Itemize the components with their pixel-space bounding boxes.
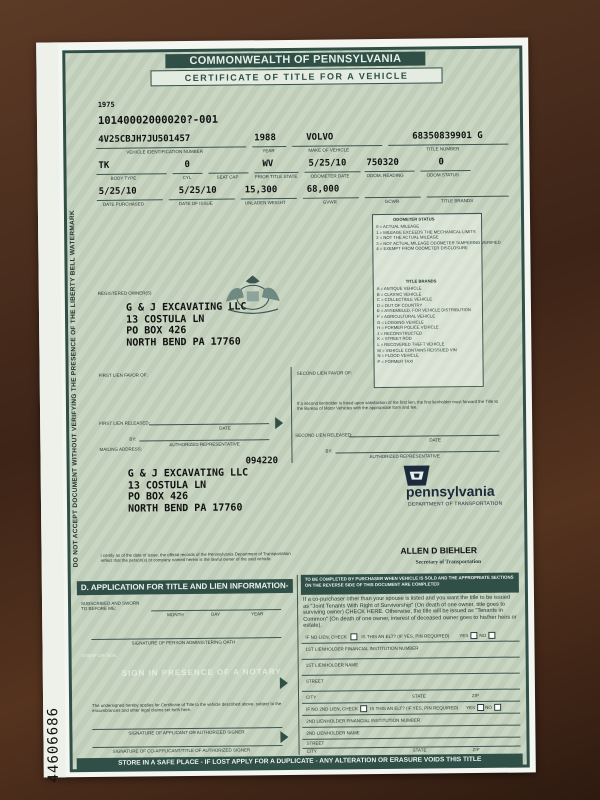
lienholder2-zip-label: ZIP (472, 746, 480, 753)
lienholder2-state-label: STATE (412, 747, 427, 753)
certification-text: I certify as of the date of issue, the official records of the Pennsylvania Department of Transportation reflect that the person(s) or company named herein is the lawful owner of the said vehicle. (100, 550, 291, 564)
gcwr-label: GCWR (384, 198, 400, 204)
signature-admin-label: SIGNATURE OF PERSON ADMINISTERING OATH (131, 639, 236, 646)
title-brand-item: E = ASSEMBLED, FOR VEHICLE DISTRIBUTION (376, 307, 471, 314)
vin-label: VEHICLE IDENTIFICATION NUMBER (126, 148, 204, 155)
certificate-of-title-form (62, 46, 530, 773)
odometer-reading-label: ODOM. READING (366, 172, 404, 179)
odometer-status-item: 2 = NOT THE ACTUAL MILEAGE (376, 234, 439, 241)
year-label: YEAR (262, 148, 275, 154)
lienholder2-city-label: CITY (306, 748, 317, 754)
prior-state-label: PRIOR TITLE STATE (254, 173, 298, 180)
no-second-lien-check-label: IF NO 2ND LIEN, CHECK (306, 706, 358, 712)
mailing-address-line: G & J EXCAVATING LLC (127, 467, 249, 480)
lienholder1-name-label: 1ST LIENHOLDER NAME (305, 662, 359, 668)
odometer-status-title: ODOMETER STATUS (393, 216, 435, 222)
elt-no-checkbox-1[interactable] (488, 632, 495, 639)
odometer-status-label: ODOM STATUS (426, 172, 459, 178)
title-brands-list (377, 285, 472, 364)
odometer-status-value: 0 (438, 157, 444, 168)
applicant-signature-label: SIGNATURE OF APPLICANT OR AUTHORIZED SIGNER (128, 729, 245, 736)
title-brand-item: F = AGRICULTURAL VEHICLE (377, 313, 436, 320)
elt-question-1: IS THIS AN ELT? (IF YES, PIN REQUIRED) (361, 633, 450, 640)
second-lien-date-label: DATE (429, 437, 442, 443)
owner-address-line: PO BOX 426 (126, 325, 187, 337)
unladen-weight-label: UNLADEN WEIGHT (244, 199, 286, 206)
arrow-right-icon (280, 731, 288, 743)
penndot-wordmark: pennsylvania (405, 482, 495, 500)
header-certificate-title: CERTIFICATE OF TITLE FOR A VEHICLE (150, 67, 442, 86)
title-brand-item: B = CLASSIC VEHICLE (376, 291, 422, 297)
title-brand-item: M = VEHICLE CONTAINS REISSUED VIN (377, 346, 457, 353)
date-purchased-value: 5/25/10 (98, 186, 137, 197)
title-document-paper (36, 37, 536, 783)
registered-owner-block (126, 301, 247, 348)
mailing-address-line: PO BOX 426 (127, 491, 189, 503)
title-brand-item: D = OUT OF COUNTRY (376, 302, 423, 308)
cyl-value: 0 (184, 159, 190, 171)
lienholder1-city-label: CITY (306, 694, 317, 700)
date-of-issue-label: DATE OF ISSUE (178, 200, 213, 207)
first-lien-by-label: BY: (129, 436, 137, 442)
first-lien-date-label: DATE (219, 425, 231, 431)
first-lien-favor-label: FIRST LIEN FAVOR OF: (98, 372, 148, 378)
title-brands-title: TITLE BRANDS (405, 278, 437, 284)
header-commonwealth: COMMONWEALTH OF PENNSYLVANIA (165, 52, 425, 69)
title-brand-item: C = COLLECTIBLE VEHICLE (376, 296, 433, 303)
second-lien-note: If a second lienholder is listed upon satisfaction of the first lien, the first lienholder must forward the Title to the Bureau of Motor Vehicles with the appropriate form and fee. (296, 398, 499, 412)
odometer-status-item: 4 = EXEMPT FROM ODOMETER DISCLOSURE (376, 245, 468, 252)
penndot-department-name: DEPARTMENT OF TRANSPORTATION (407, 500, 503, 508)
odometer-date-label: ODOMETER DATE (310, 173, 350, 179)
date-purchased-label: DATE PURCHASED (102, 201, 145, 207)
purchaser-section-header: TO BE COMPLETED BY PURCHASER WHEN VEHICLE IS SOLD AND THE APPROPRIATE SECTIONS ON THE REVERSE SIDE OF THIS DOCUMENT ARE COMPLETED (301, 573, 519, 595)
day-label: DAY (211, 611, 221, 617)
odometer-status-item: 3 = NOT ACTUAL MILEAGE ODOMETER TAMPERING VERIFIED (376, 239, 501, 246)
vin-value: 4V25CBJH7JU501457 (98, 133, 191, 145)
odometer-status-item: 1 = MILEAGE EXCEEDS THE MECHANICAL LIMITS (376, 228, 476, 235)
lienholder1-state-label: STATE (412, 693, 426, 699)
lienholder2-name-label: 2ND LIENHOLDER NAME (306, 730, 360, 736)
elt-no-label-2: NO (485, 704, 492, 710)
mailing-address-label: MAILING ADDRESS: (99, 446, 142, 452)
title-brand-item: J = RECONSTRUCTED (377, 330, 423, 336)
footer-warning-bar: STORE IN A SAFE PLACE - IF LOST APPLY FOR A DUPLICATE - ANY ALTERATION OR ERASURE VOIDS THIS TITLE (77, 754, 523, 771)
title-brand-item: P = FORMER TAXI (377, 358, 414, 364)
gvwr-value: 68,000 (306, 184, 340, 195)
elt-no-label-1: NO (479, 632, 487, 638)
small-code: 1975 (97, 100, 115, 109)
title-brand-item: H = FORMER POLICE VEHICLE (377, 324, 439, 331)
unladen-weight-value: 15,300 (244, 185, 278, 196)
year-value: 1988 (254, 133, 276, 144)
second-lien-released-label: SECOND LIEN RELEASED: (295, 432, 353, 438)
no-second-lien-checkbox[interactable] (360, 705, 367, 712)
title-brand-item: G = LOGGING VEHICLE (377, 319, 424, 325)
second-lien-by-label: BY: (325, 448, 333, 454)
make-value: VOLVO (306, 132, 334, 143)
registered-owner-label: REGISTERED OWNER(S) (97, 290, 152, 296)
no-lien-checkbox[interactable] (350, 633, 357, 640)
title-brands-label: TITLE BRANDS (440, 198, 474, 204)
title-number-label: TITLE NUMBER (426, 146, 460, 152)
elt-yes-label-1: YES (459, 633, 469, 639)
elt-no-checkbox-2[interactable] (494, 704, 501, 711)
second-lien-authorized-label: AUTHORIZED REPRESENTATIVE (369, 453, 440, 460)
mailing-address-block (128, 467, 249, 514)
mailing-code: 094220 (245, 456, 279, 467)
body-type-value: TK (98, 160, 110, 171)
cyl-label: CYL (182, 174, 192, 181)
odometer-status-item: 0 = ACTUAL MILEAGE (376, 223, 420, 230)
title-brand-item: K = STREET ROD (377, 336, 412, 342)
lienholder1-fin-label: 1ST LIENHOLDER FINANCIAL INSTITUTION NUMBER (305, 645, 419, 652)
subscribed-sworn-label: SUBSCRIBED AND SWORN TO BEFORE ME: (81, 600, 140, 612)
arrow-right-icon (280, 677, 288, 689)
document-number: 10140002000020?-001 (97, 113, 219, 127)
lienholder1-street-label: STREET (305, 678, 324, 684)
title-number-value: 68350839901 G (412, 130, 483, 142)
no-lien-check-label: IF NO LIEN, CHECK (305, 634, 347, 640)
first-lien-authorized-label: AUTHORIZED REPRESENTATIVE (169, 441, 240, 448)
title-brand-item: L = RECOVERED THEFT VEHICLE (377, 341, 445, 347)
owner-address-line: NORTH BEND PA 17760 (126, 335, 241, 349)
section-d-header: D. APPLICATION FOR TITLE AND LIEN INFORMATION- (77, 579, 293, 595)
title-brand-item: A = ANTIQUE VEHICLE (376, 285, 422, 292)
stamp-or-seal-label: STAMP OR SEAL (81, 652, 118, 659)
odometer-status-list (376, 223, 501, 252)
month-label: MONTH (167, 612, 184, 618)
gvwr-label: GVWR (322, 199, 337, 205)
notary-watermark: SIGN IN PRESENCE OF A NOTARY (121, 667, 282, 678)
watermark-warning-text: DO NOT ACCEPT DOCUMENT WITHOUT VERIFYING THE PRESENCE OF THE LIBERTY BELL WATERMARK (68, 209, 80, 567)
arrow-right-icon (275, 417, 283, 429)
odometer-date-value: 5/25/10 (308, 158, 347, 169)
secretary-title: Secretary of Transportation (415, 558, 482, 566)
year-label-d: YEAR (251, 611, 264, 617)
elt-yes-label-2: YES (466, 705, 476, 711)
elt-yes-checkbox-2[interactable] (477, 704, 484, 711)
applicant-statement: The undersigned hereby applies for Certificate of Title to the vehicle described above, subject to the encumbrances and other legal claims set forth here. (92, 701, 282, 714)
body-type-label: BODY TYPE (110, 175, 137, 181)
mailing-address-line: NORTH BEND PA 17760 (127, 501, 243, 515)
date-of-issue-value: 5/25/10 (178, 185, 217, 197)
odometer-status-box (372, 213, 501, 388)
coapplicant-signature-label: SIGNATURE OF CO-APPLICANT/TITLE OF AUTHORIZED SIGNER (112, 747, 251, 754)
owner-address-line: 13 COSTULA LN (126, 313, 205, 326)
second-lien-favor-label: SECOND LIEN FAVOR OF: (296, 370, 353, 376)
lienholder2-street-label: STREET (306, 740, 325, 746)
prior-state-value: WV (262, 159, 274, 170)
title-brand-item: N = FLOOD VEHICLE (377, 352, 419, 359)
elt-question-2: IS THIS AN ELT? (IF YES, PIN REQUIRED) (370, 705, 459, 712)
seat-cap-label: SEAT CAP (216, 174, 239, 180)
elt-yes-checkbox-1[interactable] (470, 632, 477, 639)
secretary-name: ALLEN D BIEHLER (400, 545, 478, 556)
serial-number: 44606686 (45, 706, 62, 783)
lienholder2-fin-label: 2ND LIENHOLDER FINANCIAL INSTITUTION NUMBER (306, 717, 421, 724)
joint-tenants-instructions: If a co-purchaser other than your spouse is listed and you want the title to be issued as "Joint Tenants With Right of Survivorship" (On death of one owner, title goes to surviving owner) CHECK HERE. Otherwise, the title will be issued as "Tenants in Common" (On death of one owner, interest of deceased owner goes to his/her heirs or estate). (302, 594, 517, 630)
owner-address-line: G & J EXCAVATING LLC (125, 301, 247, 314)
lienholder1-zip-label: ZIP (472, 692, 480, 699)
first-lien-released-label: FIRST LIEN RELEASED: (99, 420, 150, 426)
make-label: MAKE OF VEHICLE (308, 147, 350, 153)
odometer-reading-value: 750320 (366, 157, 400, 169)
mailing-address-line: 13 COSTULA LN (127, 479, 207, 492)
